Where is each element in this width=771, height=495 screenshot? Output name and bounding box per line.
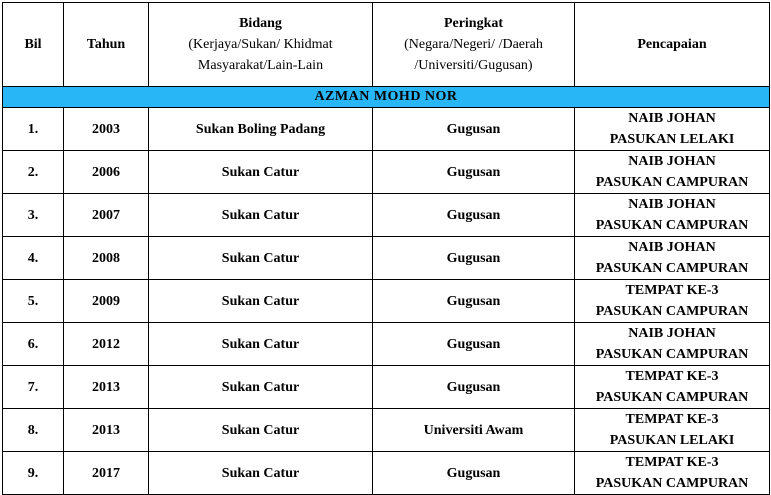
cell-bil: 7. — [3, 366, 64, 409]
cell-tahun: 2009 — [64, 280, 149, 323]
cell-pencapaian — [575, 280, 770, 323]
cell-bil: 5. — [3, 280, 64, 323]
pencapaian-result: NAIB JOHAN — [628, 240, 716, 255]
header-peringkat-subtitle-1: (Negara/Negeri/ /Daerah — [404, 37, 543, 52]
cell-bidang: Sukan Catur — [149, 151, 373, 194]
header-bidang-subtitle-2: Masyarakat/Lain-Lain — [197, 58, 324, 73]
header-bidang-subtitle-1: (Kerjaya/Sukan/ Khidmat — [188, 37, 333, 52]
pencapaian-result: TEMPAT KE-3 — [625, 455, 719, 470]
cell-pencapaian — [575, 108, 770, 151]
table-row — [3, 366, 770, 409]
pencapaian-category: PASUKAN CAMPURAN — [595, 261, 749, 276]
cell-pencapaian — [575, 366, 770, 409]
cell-peringkat: Gugusan — [373, 194, 575, 237]
cell-bidang: Sukan Catur — [149, 366, 373, 409]
pencapaian-result: NAIB JOHAN — [628, 154, 716, 169]
cell-pencapaian — [575, 151, 770, 194]
header-pencapaian: Pencapaian — [575, 3, 770, 87]
header-bidang-title: Bidang — [239, 16, 282, 31]
cell-peringkat: Gugusan — [373, 366, 575, 409]
cell-peringkat: Gugusan — [373, 151, 575, 194]
pencapaian-result: NAIB JOHAN — [628, 326, 716, 341]
cell-tahun: 2013 — [64, 409, 149, 452]
pencapaian-category: PASUKAN CAMPURAN — [595, 476, 749, 491]
cell-tahun: 2013 — [64, 366, 149, 409]
pencapaian-category: PASUKAN LELAKI — [609, 132, 735, 147]
header-tahun: Tahun — [64, 3, 149, 87]
pencapaian-result: TEMPAT KE-3 — [625, 283, 719, 298]
table-row — [3, 452, 770, 495]
cell-peringkat: Gugusan — [373, 323, 575, 366]
cell-peringkat: Universiti Awam — [373, 409, 575, 452]
header-peringkat — [373, 3, 575, 87]
pencapaian-category: PASUKAN CAMPURAN — [595, 347, 749, 362]
header-bidang — [149, 3, 373, 87]
cell-peringkat: Gugusan — [373, 108, 575, 151]
cell-bidang: Sukan Catur — [149, 280, 373, 323]
cell-bil: 6. — [3, 323, 64, 366]
cell-bil: 2. — [3, 151, 64, 194]
table-row — [3, 237, 770, 280]
cell-bil: 8. — [3, 409, 64, 452]
cell-bidang: Sukan Catur — [149, 194, 373, 237]
cell-bil: 1. — [3, 108, 64, 151]
pencapaian-result: TEMPAT KE-3 — [625, 412, 719, 427]
section-name: AZMAN MOHD NOR — [3, 87, 770, 108]
table-row — [3, 323, 770, 366]
cell-tahun: 2007 — [64, 194, 149, 237]
table-row — [3, 108, 770, 151]
cell-bidang: Sukan Catur — [149, 409, 373, 452]
cell-tahun: 2006 — [64, 151, 149, 194]
cell-bil: 3. — [3, 194, 64, 237]
table-row — [3, 194, 770, 237]
pencapaian-category: PASUKAN CAMPURAN — [595, 390, 749, 405]
pencapaian-category: PASUKAN CAMPURAN — [595, 175, 749, 190]
table-row — [3, 151, 770, 194]
cell-bidang: Sukan Catur — [149, 237, 373, 280]
cell-peringkat: Gugusan — [373, 280, 575, 323]
cell-tahun: 2003 — [64, 108, 149, 151]
pencapaian-category: PASUKAN CAMPURAN — [595, 304, 749, 319]
header-row — [3, 3, 770, 87]
cell-tahun: 2008 — [64, 237, 149, 280]
table-row — [3, 280, 770, 323]
header-bil: Bil — [3, 3, 64, 87]
pencapaian-result: NAIB JOHAN — [628, 111, 716, 126]
header-peringkat-title: Peringkat — [443, 16, 504, 31]
cell-pencapaian — [575, 237, 770, 280]
pencapaian-category: PASUKAN CAMPURAN — [595, 218, 749, 233]
cell-peringkat: Gugusan — [373, 237, 575, 280]
pencapaian-category: PASUKAN LELAKI — [609, 433, 735, 448]
achievements-table — [2, 2, 770, 495]
cell-bidang: Sukan Catur — [149, 323, 373, 366]
cell-tahun: 2012 — [64, 323, 149, 366]
pencapaian-result: NAIB JOHAN — [628, 197, 716, 212]
cell-bil: 9. — [3, 452, 64, 495]
cell-bil: 4. — [3, 237, 64, 280]
cell-bidang: Sukan Boling Padang — [149, 108, 373, 151]
cell-pencapaian — [575, 323, 770, 366]
cell-tahun: 2017 — [64, 452, 149, 495]
header-peringkat-subtitle-2: /Universiti/Gugusan) — [414, 58, 533, 73]
cell-pencapaian — [575, 409, 770, 452]
table-row — [3, 409, 770, 452]
cell-bidang: Sukan Catur — [149, 452, 373, 495]
cell-peringkat: Gugusan — [373, 452, 575, 495]
cell-pencapaian — [575, 194, 770, 237]
cell-pencapaian — [575, 452, 770, 495]
section-name-row — [3, 87, 770, 108]
pencapaian-result: TEMPAT KE-3 — [625, 369, 719, 384]
